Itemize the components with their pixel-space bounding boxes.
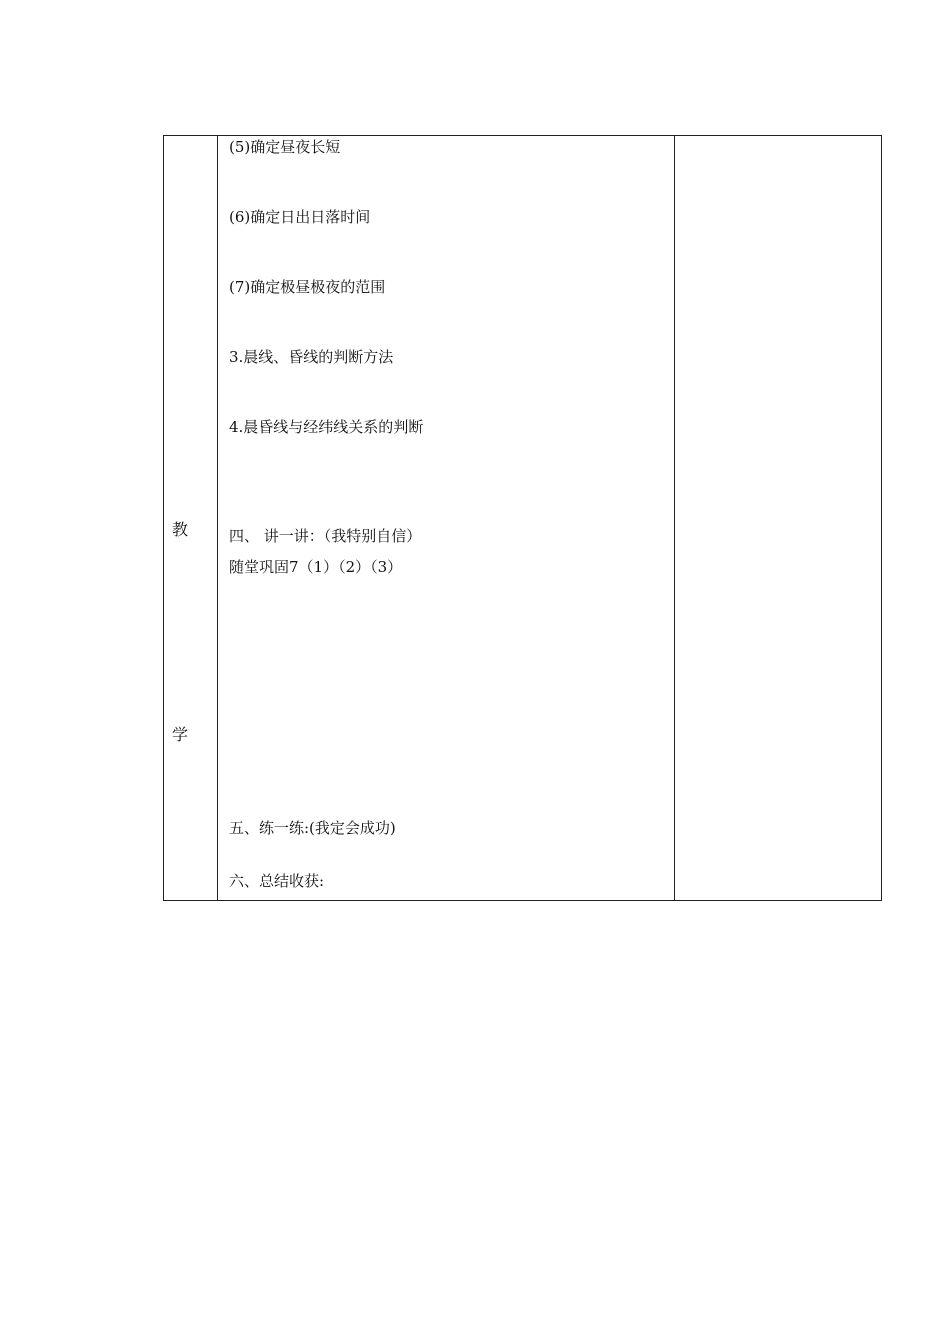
content-line-4: 4.晨昏线与经纬线关系的判断 [229, 418, 424, 436]
column-divider-right [674, 136, 675, 900]
content-line-3: 3.晨线、昏线的判断方法 [229, 348, 394, 366]
content-line-5: (5)确定昼夜长短 [229, 138, 341, 156]
section-four-heading: 四、 讲一讲：（我特别自信） [229, 527, 422, 545]
content-line-7: (7)确定极昼极夜的范围 [229, 278, 386, 296]
section-four-exercise: 随堂巩固7（1）（2）（3） [229, 558, 403, 576]
side-label-jiao: 教 [172, 520, 189, 539]
side-label-xue: 学 [172, 725, 189, 744]
content-line-6: (6)确定日出日落时间 [229, 208, 371, 226]
section-six-heading: 六、总结收获: [229, 872, 325, 890]
column-divider-left [217, 136, 218, 900]
lesson-table [163, 135, 882, 901]
section-five-heading: 五、练一练:(我定会成功) [229, 819, 396, 837]
